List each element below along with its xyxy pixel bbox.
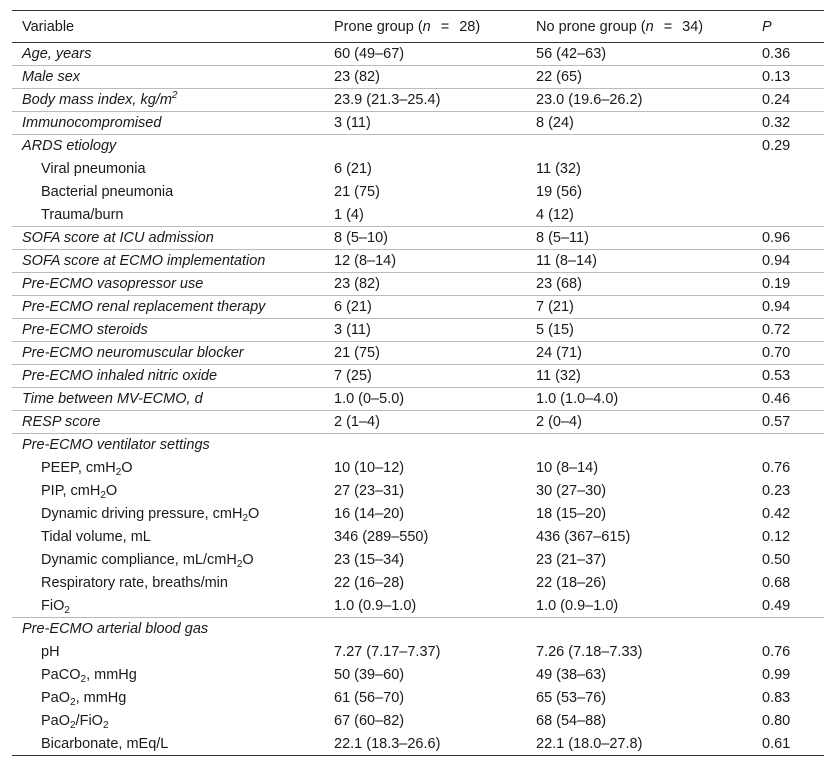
prone-value: 3 (11)	[334, 322, 371, 338]
table-row	[12, 66, 824, 89]
prone-value: 1.0 (0–5.0)	[334, 391, 405, 407]
row-label: Trauma/burn	[41, 206, 124, 223]
prone-value: 8 (5–10)	[334, 230, 389, 246]
p-value: 0.76	[762, 460, 791, 476]
no-prone-value: 8 (5–11)	[536, 230, 589, 246]
p-value	[752, 158, 824, 181]
no-prone-value: 56 (42–63)	[536, 46, 607, 62]
row-label: Pre-ECMO ventilator settings	[22, 437, 210, 454]
row-label: Respiratory rate, breaths/min	[41, 575, 228, 591]
table-row	[12, 319, 824, 342]
table-row	[12, 135, 824, 158]
table-row	[12, 89, 824, 112]
no-prone-value: 22.1 (18.0–27.8)	[536, 735, 643, 752]
no-prone-value: 11 (32)	[536, 161, 581, 177]
table-row	[12, 273, 824, 296]
header-p-value: P	[762, 18, 772, 35]
prone-value: 22 (16–28)	[334, 575, 405, 591]
row-label: Male sex	[22, 69, 81, 85]
p-value: 0.61	[762, 735, 791, 752]
no-prone-value: 1.0 (0.9–1.0)	[536, 597, 619, 614]
prone-value: 27 (23–31)	[334, 483, 405, 499]
table-row	[12, 296, 824, 319]
prone-value: 7 (25)	[334, 368, 372, 384]
table-row	[12, 480, 824, 503]
p-value: 0.76	[762, 644, 791, 660]
row-label: PIP, cmH$_2$O	[41, 483, 118, 501]
row-label: RESP score	[22, 414, 101, 430]
p-value: 0.53	[762, 368, 791, 384]
prone-value	[324, 434, 526, 457]
row-label: Viral pneumonia	[41, 161, 146, 177]
prone-value: 6 (21)	[334, 161, 372, 177]
no-prone-value	[526, 618, 752, 641]
no-prone-value: 7.26 (7.18–7.33)	[536, 644, 643, 660]
row-label: Pre-ECMO steroids	[22, 322, 148, 338]
prone-value: 23.9 (21.3–25.4)	[334, 92, 441, 108]
header-no-prone-group: No prone group (n = 34)	[536, 18, 704, 35]
header-prone-group: Prone group (n = 28)	[334, 18, 481, 35]
table-row	[12, 204, 824, 227]
p-value: 0.19	[762, 276, 791, 292]
table-row	[12, 526, 824, 549]
header-variable: Variable	[22, 18, 75, 35]
table-row	[12, 733, 824, 756]
no-prone-value: 4 (12)	[536, 206, 574, 223]
prone-value: 16 (14–20)	[334, 506, 405, 522]
p-value: 0.36	[762, 46, 791, 62]
no-prone-value: 23 (21–37)	[536, 552, 607, 568]
prone-value: 60 (49–67)	[334, 46, 405, 62]
no-prone-value: 65 (53–76)	[536, 690, 607, 706]
prone-value: 10 (10–12)	[334, 460, 405, 476]
no-prone-value: 1.0 (1.0–4.0)	[536, 391, 619, 407]
no-prone-value: 18 (15–20)	[536, 506, 607, 522]
prone-value: 67 (60–82)	[334, 713, 405, 729]
no-prone-value: 5 (15)	[536, 322, 574, 338]
prone-value: 50 (39–60)	[334, 667, 405, 683]
row-label: PaO$_2$/FiO$_2$	[41, 713, 109, 731]
p-value: 0.99	[762, 667, 791, 683]
baseline-characteristics-table	[12, 10, 824, 756]
table-row	[12, 572, 824, 595]
no-prone-value: 23 (68)	[536, 276, 582, 292]
prone-value: 22.1 (18.3–26.6)	[334, 735, 441, 752]
no-prone-value: 23.0 (19.6–26.2)	[536, 92, 643, 108]
p-value: 0.94	[762, 253, 791, 269]
table-row	[12, 457, 824, 480]
prone-value: 23 (82)	[334, 69, 380, 85]
table-row	[12, 43, 824, 66]
p-value: 0.80	[762, 713, 791, 729]
row-label: Tidal volume, mL	[41, 529, 151, 545]
row-label: SOFA score at ICU admission	[22, 230, 214, 246]
table-row	[12, 181, 824, 204]
no-prone-value: 8 (24)	[536, 115, 574, 131]
prone-value: 21 (75)	[334, 184, 380, 200]
p-value	[752, 181, 824, 204]
row-label: Immunocompromised	[22, 115, 162, 131]
table-row	[12, 411, 824, 434]
prone-value	[324, 135, 526, 158]
p-value: 0.50	[762, 552, 791, 568]
p-value: 0.57	[762, 414, 791, 430]
p-value: 0.72	[762, 322, 791, 338]
prone-value: 346 (289–550)	[334, 529, 429, 545]
row-label: SOFA score at ECMO implementation	[22, 253, 266, 269]
table-row	[12, 549, 824, 572]
table-row	[12, 710, 824, 733]
no-prone-value: 49 (38–63)	[536, 667, 607, 683]
no-prone-value	[526, 434, 752, 457]
p-value: 0.13	[762, 69, 791, 85]
no-prone-value: 7 (21)	[536, 299, 574, 315]
no-prone-value: 10 (8–14)	[536, 460, 599, 476]
row-label: Pre-ECMO renal replacement therapy	[22, 299, 266, 315]
prone-value: 1 (4)	[334, 206, 364, 223]
row-label: Pre-ECMO inhaled nitric oxide	[22, 368, 218, 384]
table-row	[12, 641, 824, 664]
no-prone-value: 436 (367–615)	[536, 529, 631, 545]
row-label: Age, years	[22, 46, 92, 62]
row-label: PaCO$_2$, mmHg	[41, 667, 137, 685]
row-label: Pre-ECMO vasopressor use	[22, 276, 204, 292]
no-prone-value: 24 (71)	[536, 345, 582, 361]
row-label: PEEP, cmH$_2$O	[41, 460, 133, 478]
p-value: 0.68	[762, 575, 791, 591]
prone-value: 1.0 (0.9–1.0)	[334, 597, 417, 614]
row-label: ARDS etiology	[22, 138, 117, 155]
table-row	[12, 158, 824, 181]
no-prone-value: 2 (0–4)	[536, 414, 582, 430]
no-prone-value: 19 (56)	[536, 184, 582, 200]
p-value: 0.23	[762, 483, 791, 499]
row-label: Pre-ECMO arterial blood gas	[22, 621, 209, 638]
table-row	[12, 342, 824, 365]
table-row	[12, 618, 824, 641]
row-label: PaO$_2$, mmHg	[41, 690, 127, 708]
p-value	[752, 434, 824, 457]
table-row	[12, 595, 824, 618]
table-row	[12, 664, 824, 687]
no-prone-value: 30 (27–30)	[536, 483, 607, 499]
prone-value: 12 (8–14)	[334, 253, 397, 269]
p-value: 0.49	[762, 597, 791, 614]
table-row	[12, 365, 824, 388]
p-value: 0.24	[762, 92, 791, 108]
table-row	[12, 687, 824, 710]
row-label: Bicarbonate, mEq/L	[41, 735, 169, 752]
table-row	[12, 112, 824, 135]
row-label: Dynamic driving pressure, cmH$_2$O	[41, 506, 260, 524]
p-value	[752, 618, 824, 641]
prone-value: 3 (11)	[334, 115, 371, 131]
p-value	[752, 204, 824, 227]
row-label: Pre-ECMO neuromuscular blocker	[22, 345, 244, 361]
p-value: 0.70	[762, 345, 791, 361]
p-value: 0.12	[762, 529, 791, 545]
table-row	[12, 388, 824, 411]
table-row	[12, 434, 824, 457]
prone-value: 23 (15–34)	[334, 552, 405, 568]
table-header-row	[12, 11, 824, 43]
no-prone-value: 11 (32)	[536, 368, 581, 384]
prone-value	[324, 618, 526, 641]
p-value: 0.29	[762, 138, 791, 155]
prone-value: 23 (82)	[334, 276, 380, 292]
no-prone-value: 11 (8–14)	[536, 253, 597, 269]
p-value: 0.96	[762, 230, 791, 246]
no-prone-value: 22 (65)	[536, 69, 582, 85]
p-value: 0.94	[762, 299, 791, 315]
row-label: Body mass index, $kg/m^2$	[22, 90, 178, 108]
p-value: 0.83	[762, 690, 791, 706]
prone-value: 6 (21)	[334, 299, 372, 315]
prone-value: 21 (75)	[334, 345, 380, 361]
prone-value: 7.27 (7.17–7.37)	[334, 644, 441, 660]
p-value: 0.46	[762, 391, 791, 407]
row-label: Bacterial pneumonia	[41, 184, 174, 200]
no-prone-value	[526, 135, 752, 158]
no-prone-value: 22 (18–26)	[536, 575, 607, 591]
row-label: Dynamic compliance, mL/cmH$_2$O	[41, 552, 254, 570]
no-prone-value: 68 (54–88)	[536, 713, 607, 729]
table-row	[12, 250, 824, 273]
table-row	[12, 503, 824, 526]
prone-value: 2 (1–4)	[334, 414, 380, 430]
table-row	[12, 227, 824, 250]
row-label: FiO$_2$	[41, 597, 70, 616]
row-label: Time between MV-ECMO, d	[22, 391, 203, 407]
p-value: 0.42	[762, 506, 791, 522]
prone-value: 61 (56–70)	[334, 690, 405, 706]
row-label: pH	[41, 644, 60, 660]
p-value: 0.32	[762, 115, 791, 131]
